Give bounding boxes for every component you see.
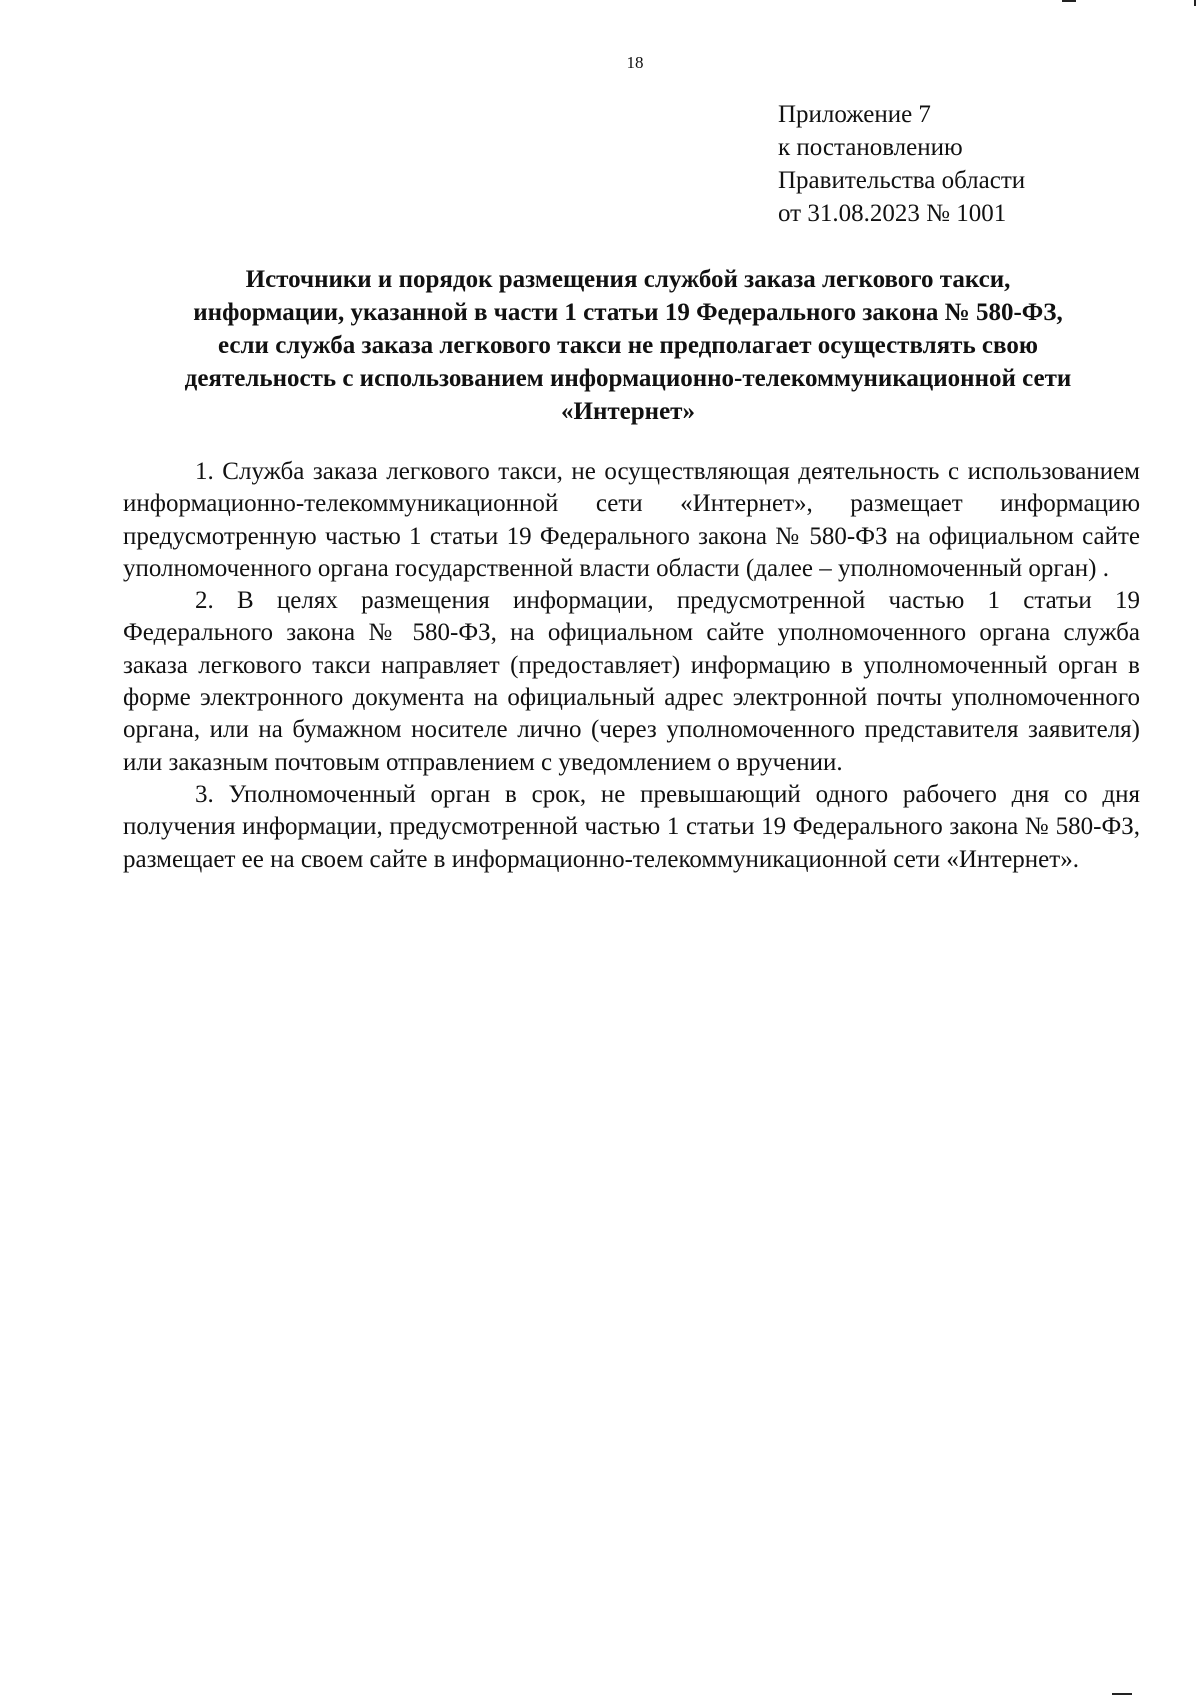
title-line: деятельность с использованием информационно-телекоммуникационной сети — [184, 365, 1072, 392]
annex-line: от 31.08.2023 № 1001 — [778, 200, 1007, 227]
scan-artifact — [1194, 0, 1196, 6]
scan-artifact — [1062, 0, 1076, 2]
document-body — [123, 456, 1140, 876]
document-title — [118, 263, 1138, 428]
title-line: Источники и порядок размещения службой заказа легкового такси, — [245, 266, 1011, 293]
title-line: если служба заказа легкового такси не предполагает осуществлять свою — [218, 332, 1038, 359]
paragraph-2: 2. В целях размещения информации, предусмотренной частью 1 статьи 19 Федерального закона № 580-ФЗ, на официальном сайте уполномоченного органа служба заказа легкового такси направляет (предоставляет) информацию в уполномоченный орган в форме электронного документа на официальный адрес электронной почты уполномоченного органа, или на бумажном носителе лично (через уполномоченного представителя заявителя) или заказным почтовым отправлением с уведомлением о вручении. — [123, 587, 1140, 776]
paragraph-3: 3. Уполномоченный орган в срок, не превышающий одного рабочего дня со дня получения информации, предусмотренной частью 1 статьи 19 Федерального закона № 580-ФЗ, размещает ее на своем сайте в информационно-телекоммуникационной сети «Интернет». — [123, 780, 1140, 873]
annex-line: Правительства области — [778, 167, 1026, 194]
annex-block — [778, 98, 1158, 230]
annex-line: к постановлению — [778, 134, 963, 161]
scan-artifact — [1112, 1693, 1132, 1695]
paragraph-1: 1. Служба заказа легкового такси, не осуществляющая деятельность с использованием информационно-телекоммуникационной сети «Интернет», размещает информацию предусмотренную частью 1 статьи 19 Федерального закона № 580-ФЗ на официальном сайте уполномоченного органа государственной власти области (далее – уполномоченный орган) . — [123, 458, 1140, 582]
title-line: информации, указанной в части 1 статьи 19 Федерального закона № 580-ФЗ, — [193, 299, 1063, 326]
annex-line: Приложение 7 — [778, 101, 931, 128]
title-line: «Интернет» — [561, 398, 695, 425]
page-number: 18 — [626, 53, 644, 72]
